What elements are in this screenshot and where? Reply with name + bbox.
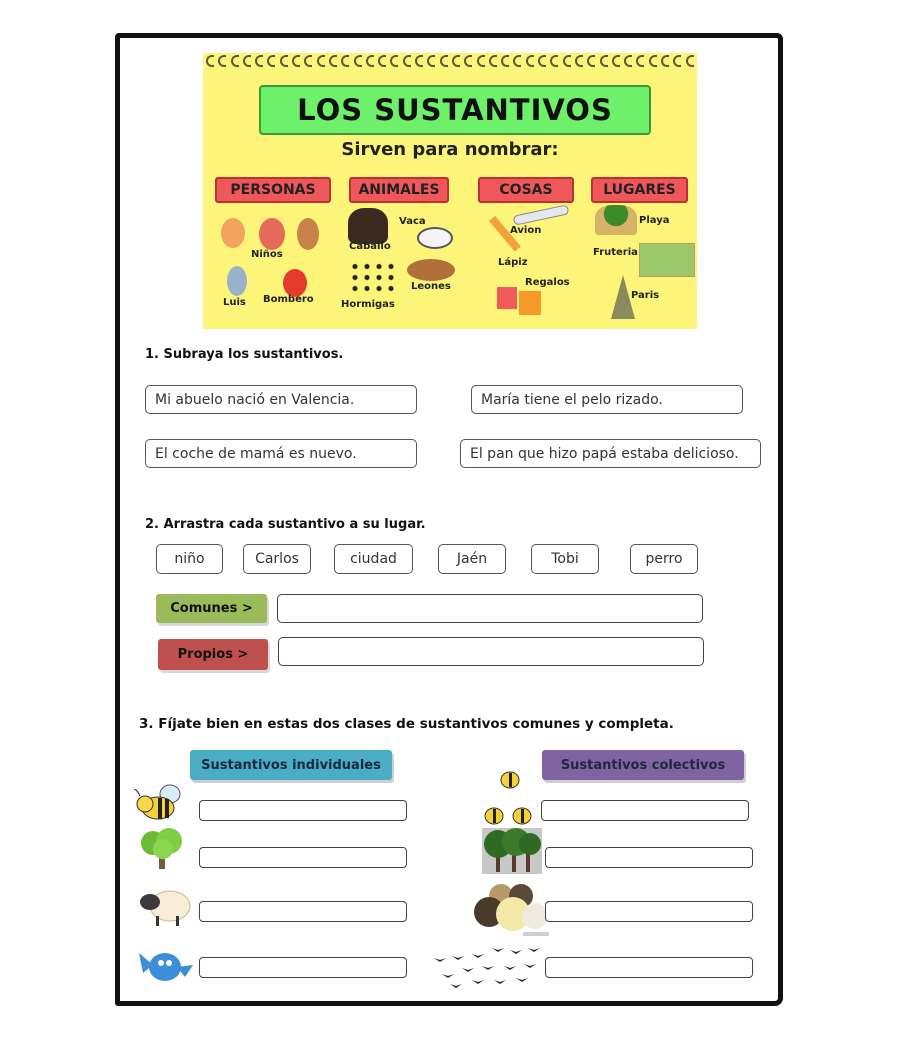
lions-icon [407, 259, 455, 281]
fruit-shop-icon [639, 243, 695, 277]
category-lugares: LUGARES [591, 177, 688, 203]
label-bombero: Bombero [263, 294, 314, 305]
word-chip-nino[interactable]: niño [156, 544, 223, 574]
propios-label: Propios > [158, 639, 268, 670]
category-cosas: COSAS [478, 177, 574, 203]
label-lapiz: Lápiz [498, 257, 528, 268]
sentence-box[interactable]: Mi abuelo nació en Valencia. [145, 385, 417, 414]
individual-answer-3[interactable] [199, 901, 407, 922]
collective-answer-input[interactable] [546, 960, 752, 979]
label-vaca: Vaca [399, 216, 426, 227]
exercise-3-heading: 3. Fíjate bien en estas dos clases de sustantivos comunes y completa. [139, 716, 674, 732]
label-playa: Playa [639, 215, 670, 226]
collective-answer-3[interactable] [545, 901, 753, 922]
child-icon [259, 218, 285, 250]
collective-answer-2[interactable] [545, 847, 753, 868]
poster-subtitle: Sirven para nombrar: [341, 139, 559, 160]
label-leones: Leones [411, 281, 451, 292]
child-icon [221, 218, 245, 248]
bee-icon [134, 782, 186, 824]
spiral-binding-icon [203, 55, 697, 71]
sheep-icon [136, 886, 194, 928]
airplane-icon [513, 204, 570, 225]
word-chip-tobi[interactable]: Tobi [531, 544, 599, 574]
propios-drop-zone[interactable] [278, 637, 704, 666]
individual-answer-input[interactable] [200, 960, 406, 979]
individual-answer-input[interactable] [200, 850, 406, 869]
word-chip-ciudad[interactable]: ciudad [334, 544, 413, 574]
child-icon [297, 218, 319, 250]
individual-answer-input[interactable] [200, 904, 406, 923]
firefighter-icon [283, 269, 307, 297]
label-hormigas: Hormigas [341, 299, 395, 310]
word-chip-carlos[interactable]: Carlos [243, 544, 311, 574]
label-luis: Luis [223, 297, 246, 308]
boy-icon [227, 266, 247, 296]
collective-answer-input[interactable] [546, 850, 752, 869]
collective-answer-input[interactable] [542, 803, 748, 822]
individual-nouns-header: Sustantivos individuales [190, 750, 392, 780]
individual-answer-input[interactable] [200, 803, 406, 822]
label-regalos: Regalos [525, 277, 570, 288]
collective-nouns-header: Sustantivos colectivos [542, 750, 744, 780]
sentence-box[interactable]: El pan que hizo papá estaba delicioso. [460, 439, 761, 468]
category-personas: PERSONAS [215, 177, 331, 203]
label-paris: Paris [631, 290, 660, 301]
label-fruteria: Fruteria [593, 247, 638, 258]
gift-icon [519, 291, 541, 315]
label-caballo: Caballo [349, 241, 391, 252]
sentence-box[interactable]: María tiene el pelo rizado. [471, 385, 743, 414]
nouns-poster [203, 53, 697, 329]
gift-icon [497, 287, 517, 309]
label-avion: Avion [510, 225, 542, 236]
cow-icon [417, 227, 453, 249]
label-ninos: Niños [251, 249, 283, 260]
poster-title: LOS SUSTANTIVOS [259, 85, 651, 135]
beach-icon [595, 205, 637, 235]
bird-icon [137, 943, 195, 985]
tree-icon [137, 827, 189, 869]
ants-icon [349, 261, 399, 295]
exercise-1-heading: 1. Subraya los sustantivos. [145, 347, 344, 362]
horse-icon [348, 208, 388, 244]
word-chip-jaen[interactable]: Jaén [438, 544, 506, 574]
sentence-box[interactable]: El coche de mamá es nuevo. [145, 439, 417, 468]
category-animales: ANIMALES [349, 177, 449, 203]
word-chip-perro[interactable]: perro [630, 544, 698, 574]
collective-answer-1[interactable] [541, 800, 749, 821]
individual-answer-2[interactable] [199, 847, 407, 868]
comunes-drop-zone[interactable] [277, 594, 703, 623]
collective-answer-input[interactable] [546, 904, 752, 923]
flock-of-birds-icon [432, 942, 550, 990]
forest-icon [482, 828, 542, 874]
collective-answer-4[interactable] [545, 957, 753, 978]
individual-answer-4[interactable] [199, 957, 407, 978]
individual-answer-1[interactable] [199, 800, 407, 821]
bee-swarm-icon [480, 766, 540, 830]
flock-of-sheep-icon [473, 882, 549, 938]
exercise-2-heading: 2. Arrastra cada sustantivo a su lugar. [145, 517, 426, 532]
comunes-label: Comunes > [156, 594, 267, 623]
